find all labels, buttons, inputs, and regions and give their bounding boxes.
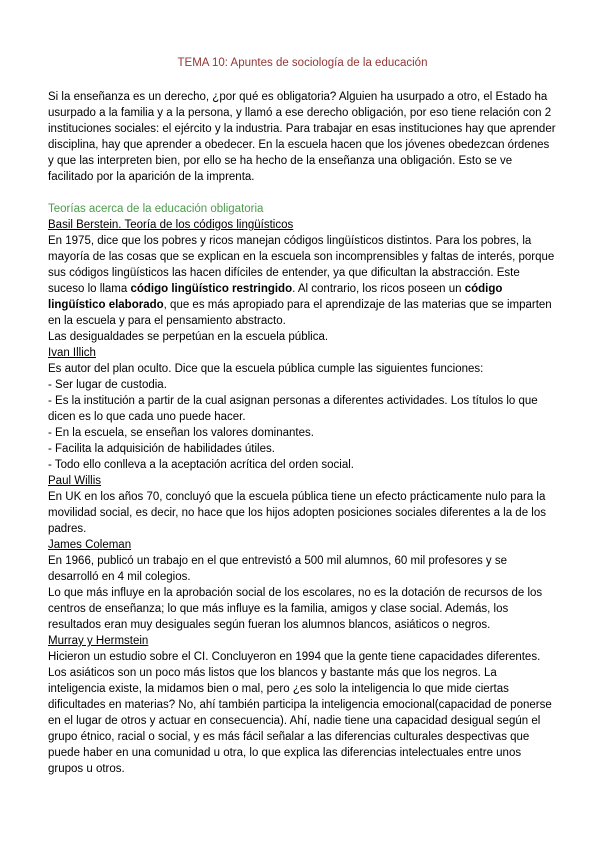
page-title: TEMA 10: Apuntes de sociología de la educación — [177, 57, 428, 69]
illich-function-item-1: - Ser lugar de custodia. — [48, 379, 167, 391]
berstein-text-segment-1: En 1975, dice que los pobres y ricos manejan códigos lingüísticos distintos. Para los pobres, la mayoría de las cosas que se explican en la escuela son incomprensibles y faltas de interés, porque sus códigos lingüísticos las hacen difíciles de entender, ya que dificultan la abstracción. Este suceso lo llama — [48, 235, 555, 295]
berstein-text-segment-3: , que es más apropiado para el aprendizaje de las materias que se imparten en la escuela y para el pensamiento abstracto. — [48, 299, 552, 327]
subsection-heading-ivan-illich: Ivan Illich — [48, 347, 96, 359]
berstein-text-segment-2: . Al contrario, los ricos poseen un — [292, 283, 465, 295]
illich-intro-line: Es autor del plan oculto. Dice que la escuela pública cumple las siguientes funciones: — [48, 363, 484, 375]
bold-term-elaborated-code: código lingüístico elaborado — [48, 283, 503, 311]
subsection-heading-james-coleman: James Coleman — [48, 539, 132, 551]
bold-term-restricted-code: código lingüístico restringido — [130, 283, 293, 295]
willis-paragraph: En UK en los años 70, concluyó que la escuela pública tiene un efecto prácticamente nulo para la movilidad social, es decir, no hace que los hijos adopten posiciones sociales diferentes a la de los padres. — [48, 491, 546, 535]
section-heading-theories: Teorías acerca de la educación obligatoria — [48, 203, 264, 215]
illich-function-item-5: - Todo ello conlleva a la aceptación acrítica del orden social. — [48, 459, 354, 471]
intro-paragraph: Si la enseñanza es un derecho, ¿por qué es obligatoria? Alguien ha usurpado a otro, el Estado ha usurpado a la familia y a la persona, y llamó a ese derecho obligación, por eso tiene relación con 2 instituciones sociales: el ejército y la industria. Para trabajar en esas instituciones hay que aprender disciplina, hay que aprender a obedecer. En la escuela hacen que los jóvenes obedezcan órdenes y que las interpreten bien, por ello se ha hecho de la enseñanza una obligación. Esto se ve facilitado por la aparición de la imprenta. — [48, 91, 556, 183]
berstein-paragraph — [48, 233, 557, 329]
coleman-paragraph-2: Lo que más influye en la aprobación social de los escolares, no es la dotación de recursos de los centros de enseñanza; lo que más influye es la familia, amigos y clase social. Además, los resultados eran muy desiguales según fueran los alumnos blancos, asiáticos o negros. — [48, 587, 543, 631]
subsection-heading-basil-berstein: Basil Berstein. Teoría de los códigos lingüísticos — [48, 219, 294, 231]
blank-line — [48, 185, 557, 201]
illich-function-item-3: - En la escuela, se enseñan los valores dominantes. — [48, 427, 314, 439]
subsection-heading-murray-hermstein: Murray y Hermstein — [48, 635, 149, 647]
coleman-paragraph-1: En 1966, publicó un trabajo en el que entrevistó a 500 mil alumnos, 60 mil profesores y se desarrolló en 4 mil colegios. — [48, 555, 507, 583]
illich-function-item-2: - Es la institución a partir de la cual asignan personas a diferentes actividades. Los títulos lo que dicen es lo que cada uno puede hacer. — [48, 395, 538, 423]
murray-paragraph: Hicieron un estudio sobre el CI. Concluyeron en 1994 que la gente tiene capacidades diferentes. Los asiáticos son un poco más listos que los blancos y bastante más que los negros. La inteligencia existe, la midamos bien o mal, pero ¿es solo la inteligencia lo que mide ciertas dificultades en materias? No, ahí también participa la inteligencia emocional(capacidad de ponerse en el lugar de otros y actuar en consecuencia). Ahí, nadie tiene una capacidad desigual según el grupo étnico, racial o social, y es más fácil señalar a las diferencias culturales despectivas que puede haber en una comunidad u otra, lo que explica las diferencias intelectuales entre unos grupos u otros. — [48, 651, 552, 775]
berstein-conclusion-line: Las desigualdades se perpetúan en la escuela pública. — [48, 331, 329, 343]
subsection-heading-paul-willis: Paul Willis — [48, 475, 102, 487]
illich-function-item-4: - Facilita la adquisición de habilidades útiles. — [48, 443, 275, 455]
